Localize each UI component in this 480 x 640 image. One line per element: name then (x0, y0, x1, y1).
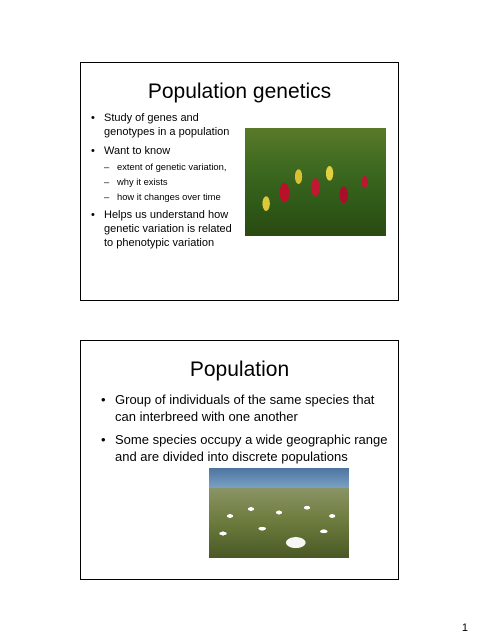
slide-1 (80, 62, 399, 301)
slide-title: Population genetics (147, 80, 332, 103)
bullet-item: • Study of genes and genotypes in a population (91, 111, 241, 139)
orchid-field-photo (245, 128, 386, 236)
slide-title: Population (189, 358, 290, 381)
sub-bullet-list (104, 161, 241, 203)
bullet-item: • Some species occupy a wide geographic range and are divided into discrete populations (101, 431, 391, 465)
bullet-item: • Group of individuals of the same species that can interbreed with one another (101, 391, 391, 425)
sub-bullet-item: – how it changes over time (104, 191, 241, 203)
sub-bullet-item: – extent of genetic variation, (104, 161, 241, 173)
bullet-list (101, 391, 391, 471)
bullet-item: • Helps us understand how genetic variation is related to phenotypic variation (91, 208, 241, 250)
bullet-list (91, 111, 241, 255)
albatross-colony-photo (209, 468, 349, 558)
page-number: 1 (461, 622, 468, 634)
slide-2 (80, 340, 399, 580)
bullet-item: • Want to know – extent of genetic variation, – why it exists – how it changes over time (91, 144, 241, 203)
sub-bullet-item: – why it exists (104, 176, 241, 188)
